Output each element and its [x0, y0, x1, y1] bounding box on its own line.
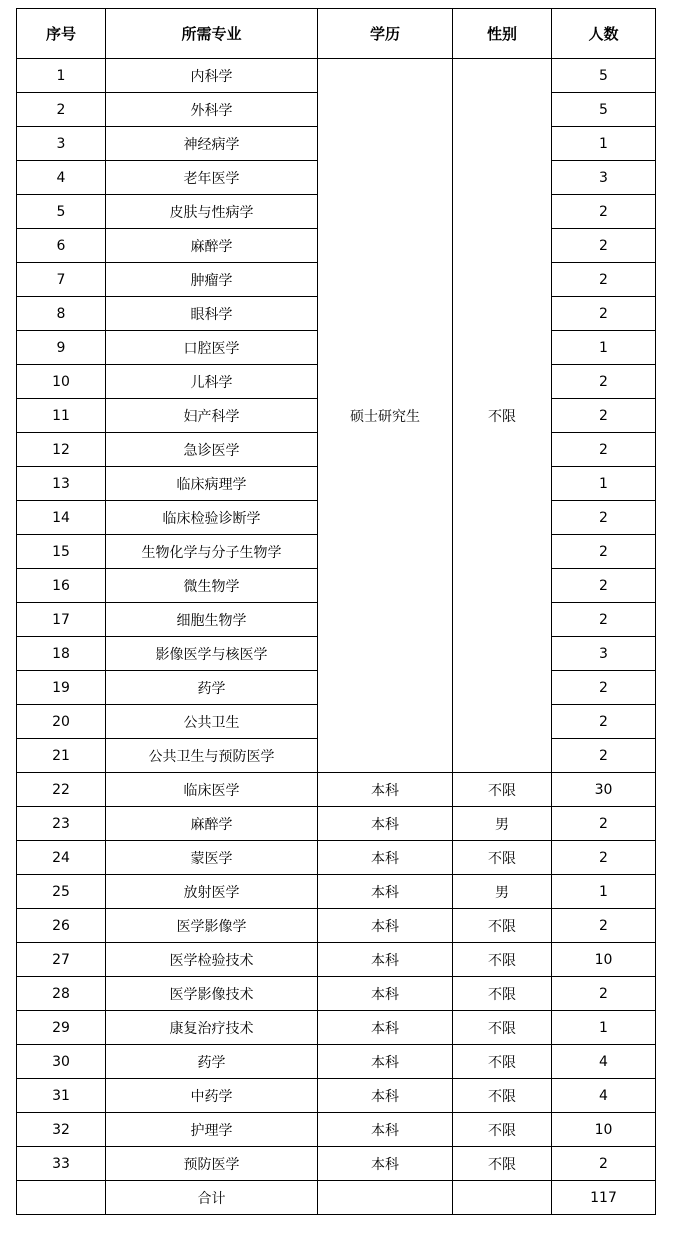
row-education-cell: 本科: [318, 875, 453, 909]
row-major-cell: 妇产科学: [106, 399, 318, 433]
row-count-cell: 5: [552, 59, 656, 93]
row-index-cell: 12: [17, 433, 106, 467]
row-index-cell: 31: [17, 1079, 106, 1113]
row-count-cell: 5: [552, 93, 656, 127]
row-education-cell: 本科: [318, 1079, 453, 1113]
row-index-cell: 3: [17, 127, 106, 161]
table-row: [17, 1147, 656, 1181]
total-count-cell: 117: [552, 1181, 656, 1215]
row-major-cell: 外科学: [106, 93, 318, 127]
row-education-cell: 本科: [318, 841, 453, 875]
row-index-cell: 17: [17, 603, 106, 637]
table-row: [17, 841, 656, 875]
row-education-cell: 本科: [318, 1113, 453, 1147]
row-index-cell: 10: [17, 365, 106, 399]
table-row: [17, 59, 656, 93]
table-header-row: [17, 9, 656, 59]
total-label-cell: 合计: [106, 1181, 318, 1215]
row-count-cell: 2: [552, 569, 656, 603]
row-education-cell: 本科: [318, 909, 453, 943]
row-gender-cell: 不限: [453, 1147, 552, 1181]
row-gender-cell: 不限: [453, 977, 552, 1011]
row-count-cell: 2: [552, 909, 656, 943]
row-major-cell: 急诊医学: [106, 433, 318, 467]
row-count-cell: 2: [552, 365, 656, 399]
row-count-cell: 4: [552, 1045, 656, 1079]
row-education-cell: 本科: [318, 1045, 453, 1079]
row-major-cell: 放射医学: [106, 875, 318, 909]
row-index-cell: 25: [17, 875, 106, 909]
row-major-cell: 医学影像学: [106, 909, 318, 943]
row-major-cell: 护理学: [106, 1113, 318, 1147]
row-index-cell: 32: [17, 1113, 106, 1147]
header-index: 序号: [17, 9, 106, 59]
row-education-cell: 本科: [318, 977, 453, 1011]
row-count-cell: 2: [552, 603, 656, 637]
row-count-cell: 1: [552, 467, 656, 501]
row-index-cell: 13: [17, 467, 106, 501]
row-index-cell: 11: [17, 399, 106, 433]
row-index-cell: 30: [17, 1045, 106, 1079]
row-count-cell: 1: [552, 331, 656, 365]
total-education-cell: [318, 1181, 453, 1215]
row-index-cell: 21: [17, 739, 106, 773]
row-count-cell: 2: [552, 263, 656, 297]
row-gender-cell: 不限: [453, 1079, 552, 1113]
row-index-cell: 2: [17, 93, 106, 127]
total-row: [17, 1181, 656, 1215]
row-gender-cell: 男: [453, 875, 552, 909]
row-major-cell: 公共卫生与预防医学: [106, 739, 318, 773]
row-index-cell: 7: [17, 263, 106, 297]
table-row: [17, 875, 656, 909]
row-gender-cell: 不限: [453, 1011, 552, 1045]
row-gender-cell: 不限: [453, 773, 552, 807]
row-index-cell: 29: [17, 1011, 106, 1045]
row-count-cell: 10: [552, 943, 656, 977]
row-index-cell: 22: [17, 773, 106, 807]
row-major-cell: 临床检验诊断学: [106, 501, 318, 535]
row-count-cell: 30: [552, 773, 656, 807]
row-major-cell: 临床病理学: [106, 467, 318, 501]
header-major: 所需专业: [106, 9, 318, 59]
row-count-cell: 2: [552, 229, 656, 263]
table-row: [17, 773, 656, 807]
row-index-cell: 6: [17, 229, 106, 263]
row-gender-cell: 男: [453, 807, 552, 841]
row-gender-cell: 不限: [453, 1045, 552, 1079]
row-major-cell: 麻醉学: [106, 229, 318, 263]
row-gender-cell: 不限: [453, 1113, 552, 1147]
row-major-cell: 老年医学: [106, 161, 318, 195]
row-index-cell: 27: [17, 943, 106, 977]
row-count-cell: 2: [552, 671, 656, 705]
row-index-cell: 20: [17, 705, 106, 739]
masters-gender-cell: 不限: [453, 59, 552, 773]
row-major-cell: 药学: [106, 671, 318, 705]
row-major-cell: 临床医学: [106, 773, 318, 807]
row-index-cell: 24: [17, 841, 106, 875]
row-major-cell: 影像医学与核医学: [106, 637, 318, 671]
table-row: [17, 1079, 656, 1113]
row-count-cell: 2: [552, 1147, 656, 1181]
row-index-cell: 18: [17, 637, 106, 671]
row-gender-cell: 不限: [453, 841, 552, 875]
row-count-cell: 2: [552, 977, 656, 1011]
row-major-cell: 儿科学: [106, 365, 318, 399]
row-count-cell: 2: [552, 807, 656, 841]
row-major-cell: 细胞生物学: [106, 603, 318, 637]
row-index-cell: 5: [17, 195, 106, 229]
row-count-cell: 1: [552, 875, 656, 909]
row-count-cell: 2: [552, 501, 656, 535]
row-count-cell: 2: [552, 433, 656, 467]
row-count-cell: 2: [552, 195, 656, 229]
table-row: [17, 1011, 656, 1045]
table-row: [17, 1113, 656, 1147]
row-index-cell: 33: [17, 1147, 106, 1181]
row-major-cell: 肿瘤学: [106, 263, 318, 297]
row-count-cell: 1: [552, 127, 656, 161]
row-major-cell: 眼科学: [106, 297, 318, 331]
row-major-cell: 康复治疗技术: [106, 1011, 318, 1045]
row-index-cell: 1: [17, 59, 106, 93]
row-count-cell: 2: [552, 535, 656, 569]
row-index-cell: 23: [17, 807, 106, 841]
row-gender-cell: 不限: [453, 943, 552, 977]
row-major-cell: 预防医学: [106, 1147, 318, 1181]
masters-education-cell: 硕士研究生: [318, 59, 453, 773]
row-major-cell: 口腔医学: [106, 331, 318, 365]
row-major-cell: 医学检验技术: [106, 943, 318, 977]
table-row: [17, 807, 656, 841]
row-education-cell: 本科: [318, 1011, 453, 1045]
table-row: [17, 943, 656, 977]
row-education-cell: 本科: [318, 943, 453, 977]
row-count-cell: 3: [552, 161, 656, 195]
row-index-cell: 19: [17, 671, 106, 705]
total-index-cell: [17, 1181, 106, 1215]
table-row: [17, 909, 656, 943]
row-education-cell: 本科: [318, 1147, 453, 1181]
row-major-cell: 微生物学: [106, 569, 318, 603]
row-major-cell: 中药学: [106, 1079, 318, 1113]
row-major-cell: 内科学: [106, 59, 318, 93]
row-count-cell: 2: [552, 739, 656, 773]
row-count-cell: 2: [552, 297, 656, 331]
recruitment-table: [16, 8, 656, 1215]
row-major-cell: 麻醉学: [106, 807, 318, 841]
row-index-cell: 15: [17, 535, 106, 569]
row-major-cell: 神经病学: [106, 127, 318, 161]
row-index-cell: 4: [17, 161, 106, 195]
total-gender-cell: [453, 1181, 552, 1215]
table-row: [17, 1045, 656, 1079]
row-major-cell: 蒙医学: [106, 841, 318, 875]
row-count-cell: 10: [552, 1113, 656, 1147]
header-education: 学历: [318, 9, 453, 59]
row-education-cell: 本科: [318, 807, 453, 841]
header-gender: 性别: [453, 9, 552, 59]
row-major-cell: 生物化学与分子生物学: [106, 535, 318, 569]
row-major-cell: 皮肤与性病学: [106, 195, 318, 229]
row-count-cell: 4: [552, 1079, 656, 1113]
row-major-cell: 药学: [106, 1045, 318, 1079]
row-index-cell: 26: [17, 909, 106, 943]
row-index-cell: 16: [17, 569, 106, 603]
row-education-cell: 本科: [318, 773, 453, 807]
row-index-cell: 14: [17, 501, 106, 535]
row-gender-cell: 不限: [453, 909, 552, 943]
row-major-cell: 医学影像技术: [106, 977, 318, 1011]
row-count-cell: 3: [552, 637, 656, 671]
row-count-cell: 2: [552, 841, 656, 875]
row-count-cell: 1: [552, 1011, 656, 1045]
table-body: [17, 59, 656, 1215]
row-index-cell: 9: [17, 331, 106, 365]
row-index-cell: 28: [17, 977, 106, 1011]
row-count-cell: 2: [552, 705, 656, 739]
header-count: 人数: [552, 9, 656, 59]
table-row: [17, 977, 656, 1011]
row-index-cell: 8: [17, 297, 106, 331]
row-major-cell: 公共卫生: [106, 705, 318, 739]
row-count-cell: 2: [552, 399, 656, 433]
